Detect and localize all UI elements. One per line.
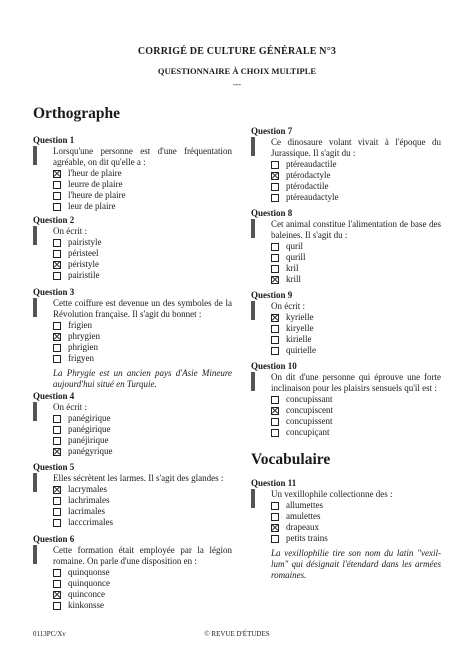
option-item[interactable] [271,159,441,170]
option-item[interactable] [271,170,441,181]
question-header [33,135,232,146]
question-text: Un vexillophile collectionne des : [271,489,393,499]
checkbox[interactable] [53,497,61,505]
option-list [271,394,441,438]
option-label: lacrymales [68,484,107,494]
option-label: krill [286,274,301,284]
option-list [53,413,232,457]
title-separator: --- [233,80,241,89]
question-label: Question 6 [33,534,75,544]
option-item[interactable] [271,416,441,427]
option-item[interactable] [53,446,232,457]
option-label: petits trains [286,533,328,543]
checkbox[interactable] [271,513,279,521]
option-list [53,320,232,364]
option-label: phrigien [68,342,98,352]
question-label: Question 10 [251,361,297,371]
checkbox[interactable] [53,426,61,434]
checkbox[interactable] [53,272,61,280]
option-label: frigien [68,320,92,330]
checkbox[interactable] [53,181,61,189]
question-header [251,361,441,372]
option-item[interactable] [53,567,232,578]
option-item[interactable] [271,181,441,192]
checkbox[interactable] [53,415,61,423]
option-label: ptérodactyle [286,170,331,180]
question-header [33,462,232,473]
option-label: kiryelle [286,323,314,333]
checkbox[interactable] [271,243,279,251]
option-item[interactable] [271,274,441,285]
checked-checkbox[interactable] [53,333,61,341]
option-list [271,241,441,285]
option-label: amulettes [286,511,321,521]
checked-checkbox[interactable] [53,486,61,494]
option-item[interactable] [53,342,232,353]
option-label: leur de plaire [68,201,116,211]
option-item[interactable] [271,241,441,252]
section-title-vocabulaire: Vocabulaire [251,451,331,468]
option-label: panégirique [68,424,111,434]
checkbox[interactable] [53,344,61,352]
option-item[interactable] [271,511,441,522]
option-item[interactable] [271,263,441,274]
option-item[interactable] [271,252,441,263]
option-item[interactable] [53,495,232,506]
option-item[interactable] [271,345,441,356]
option-item[interactable] [53,589,232,600]
checkbox[interactable] [271,325,279,333]
checkbox[interactable] [271,194,279,202]
option-label: concupiscent [286,405,333,415]
question-header [33,534,232,545]
option-item[interactable] [53,435,232,446]
checkbox[interactable] [271,396,279,404]
option-item[interactable] [53,190,232,201]
question-block [33,391,232,457]
question-text: On écrit : [53,402,87,412]
question-text: Lorsqu'une personne est d'une fréquentation agréable, on dit qu'elle a : [53,146,232,167]
question-note: La Phrygie est un ancien pays d'Asie Mineure aujourd'hui situé en Turquie. [53,368,232,389]
option-label: pairistyle [68,237,102,247]
option-item[interactable] [53,506,232,517]
option-label: kril [286,263,299,273]
question-block [33,462,232,528]
checkbox[interactable] [53,508,61,516]
option-list [53,168,232,212]
option-item[interactable] [53,600,232,611]
question-text: On écrit : [271,301,305,311]
checkbox[interactable] [271,336,279,344]
option-label: qurill [286,252,306,262]
option-item[interactable] [53,237,232,248]
option-item[interactable] [53,259,232,270]
question-block [251,290,441,356]
option-item[interactable] [53,320,232,331]
question-block [251,126,441,203]
question-label: Question 5 [33,462,75,472]
question-text: Cette formation était employée par la légion romaine. On parle d'une disposition en : [53,545,232,566]
question-block [33,135,232,212]
question-header [33,391,232,402]
option-item[interactable] [53,179,232,190]
option-label: concupiçant [286,427,330,437]
question-header [33,215,232,226]
option-item[interactable] [53,578,232,589]
question-block [33,534,232,611]
checkbox[interactable] [53,203,61,211]
question-block [33,287,232,390]
option-item[interactable] [53,353,232,364]
option-item[interactable] [271,533,441,544]
question-label: Question 2 [33,215,75,225]
option-item[interactable] [53,413,232,424]
option-item[interactable] [53,168,232,179]
question-block [33,215,232,281]
checkbox[interactable] [53,355,61,363]
option-list [53,484,232,528]
question-label: Question 4 [33,391,75,401]
option-list [53,567,232,611]
option-item[interactable] [53,248,232,259]
checked-checkbox[interactable] [271,524,279,532]
checkbox[interactable] [271,183,279,191]
option-item[interactable] [53,484,232,495]
checkbox[interactable] [271,254,279,262]
option-label: péristyle [68,259,99,269]
option-item[interactable] [271,500,441,511]
section-title-orthographe: Orthographe [33,105,120,122]
option-label: kirielle [286,334,312,344]
option-label: panégyrique [68,446,113,456]
option-item[interactable] [53,201,232,212]
checkbox[interactable] [53,250,61,258]
option-label: panéjirique [68,435,109,445]
option-item[interactable] [53,270,232,281]
option-label: quinquonce [68,578,110,588]
option-label: allumettes [286,500,323,510]
question-label: Question 3 [33,287,75,297]
option-label: kyrielle [286,312,314,322]
checkbox[interactable] [271,535,279,543]
option-item[interactable] [271,312,441,323]
question-header [251,126,441,137]
question-text: Ce dinosaure volant vivait à l'époque du Jurassique. Il s'agit du : [271,137,441,158]
question-block [251,478,441,581]
checkbox[interactable] [53,322,61,330]
document-subtitle: QUESTIONNAIRE À CHOIX MULTIPLE [157,66,317,76]
checked-checkbox[interactable] [53,261,61,269]
option-label: pairistile [68,270,100,280]
checked-checkbox[interactable] [53,448,61,456]
option-label: quirielle [286,345,316,355]
option-label: ptérodactile [286,181,329,191]
question-header [251,208,441,219]
checkbox[interactable] [271,429,279,437]
option-label: panégirique [68,413,111,423]
question-note: La vexillophilie tire son nom du latin "vexil-lum" qui désignait l'étendard dans les armées romaines. [271,548,441,580]
option-label: drapeaux [286,522,319,532]
checkbox[interactable] [53,602,61,610]
option-label: l'heur de plaire [68,168,122,178]
option-item[interactable] [271,394,441,405]
checkbox[interactable] [53,239,61,247]
question-label: Question 7 [251,126,293,136]
checked-checkbox[interactable] [53,591,61,599]
checkbox[interactable] [53,437,61,445]
option-item[interactable] [271,334,441,345]
option-item[interactable] [271,522,441,533]
checked-checkbox[interactable] [271,276,279,284]
question-block [251,208,441,285]
option-item[interactable] [271,405,441,416]
checkbox[interactable] [271,418,279,426]
question-label: Question 11 [251,478,297,488]
question-header [33,287,232,298]
option-label: quinconce [68,589,105,599]
option-label: péristeel [68,248,99,258]
option-list [53,237,232,281]
option-label: lacrimales [68,506,105,516]
document-title: CORRIGÉ DE CULTURE GÉNÉRALE N°3 [137,46,337,57]
checkbox[interactable] [271,161,279,169]
option-list [271,159,441,203]
option-item[interactable] [271,323,441,334]
option-label: lacccrimales [68,517,113,527]
option-item[interactable] [53,331,232,342]
option-label: leurre de plaire [68,179,123,189]
checked-checkbox[interactable] [271,172,279,180]
option-item[interactable] [271,192,441,203]
question-text: Cette coiffure est devenue un des symboles de la Révolution française. Il s'agit du bonnet : [53,298,232,319]
checkbox[interactable] [271,502,279,510]
checkbox[interactable] [53,519,61,527]
option-label: concupissant [286,394,333,404]
option-list [271,312,441,356]
option-label: phrygien [68,331,100,341]
checkbox[interactable] [53,569,61,577]
checked-checkbox[interactable] [53,170,61,178]
checkbox[interactable] [271,347,279,355]
option-label: quinquonse [68,567,110,577]
option-label: lachrimales [68,495,110,505]
option-item[interactable] [53,517,232,528]
option-label: frigyen [68,353,94,363]
option-item[interactable] [53,424,232,435]
question-label: Question 1 [33,135,75,145]
option-label: l'heure de plaire [68,190,126,200]
footer-copyright: © REVUE D'ÉTUDES [204,630,270,638]
footer-reference: 0113PC/Xv [33,630,66,638]
question-text: On dit d'une personne qui éprouve une forte inclinaison pour les plaisirs sensuels qu'il est : [271,372,441,393]
question-label: Question 8 [251,208,293,218]
question-header [251,478,441,489]
question-block [251,361,441,438]
option-label: ptéreaudactile [286,159,337,169]
checkbox[interactable] [271,265,279,273]
option-label: kinkonsse [68,600,104,610]
option-label: concupissent [286,416,333,426]
question-text: On écrit : [53,226,87,236]
question-header [251,290,441,301]
option-item[interactable] [271,427,441,438]
question-text: Elles sécrètent les larmes. Il s'agit des glandes : [53,473,224,483]
option-list [271,500,441,544]
checkbox[interactable] [53,580,61,588]
option-label: quril [286,241,303,251]
question-label: Question 9 [251,290,293,300]
checked-checkbox[interactable] [271,407,279,415]
checkbox[interactable] [53,192,61,200]
option-label: ptéreaudactyle [286,192,339,202]
question-text: Cet animal constitue l'alimentation de base des baleines. Il s'agit du : [271,219,441,240]
checked-checkbox[interactable] [271,314,279,322]
